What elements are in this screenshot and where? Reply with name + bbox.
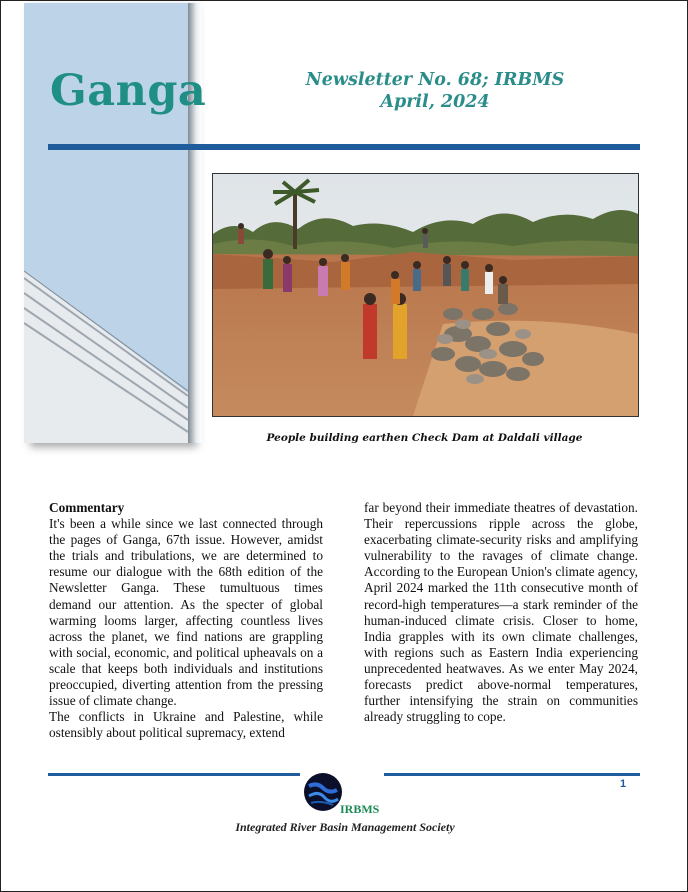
newsletter-issue: Newsletter No. 68; IRBMS	[305, 70, 565, 90]
commentary-paragraph: far beyond their immediate theatres of devastation. Their repercussions ripple across the globe, exacerbating climate-security risks and amplifying vulnerability to the ravages of climate change. According to the European Union's climate agency, April 2024 marked the 11th consecutive month of record-high temperatures—a stark reminder of the human-induced climate crisis. Closer to home, India grapples with its own climate challenges, with regions such as Eastern India experiencing unprecedented heatwaves. As we enter May 2024, forecasts predict above-normal temperatures, further intensifying the strain on communities already struggling to cope.	[364, 500, 638, 725]
page-number: 1	[620, 778, 627, 790]
logo-text: IRBMS	[340, 802, 380, 816]
check-dam-photo	[212, 173, 639, 417]
commentary-heading: Commentary	[49, 500, 125, 515]
newsletter-title: Ganga	[50, 66, 207, 116]
header-rule	[48, 144, 640, 150]
commentary-right-column	[364, 500, 638, 725]
commentary-paragraph: It's been a while since we last connected through the pages of Ganga, 67th issue. However, amidst the trials and tribulations, we are determined to resume our dialogue with the 68th edition of the Newsletter Ganga. These tumultuous times demand our attention. As the specter of global warming looms larger, affecting countless lives across the planet, we find nations are grappling with social, economic, and political upheavals on a scale that keeps both individuals and institutions preoccupied, diverting attention from the pressing issue of climate change.	[49, 516, 323, 709]
footer-rule-right	[384, 773, 640, 776]
newsletter-date: April, 2024	[380, 92, 490, 112]
irbms-logo-icon	[303, 772, 343, 812]
footer-rule-left	[48, 773, 300, 776]
commentary-left-column	[49, 500, 323, 741]
organization-name: Integrated River Basin Management Society	[235, 820, 455, 834]
commentary-paragraph: The conflicts in Ukraine and Palestine, while ostensibly about political supremacy, extend	[49, 709, 323, 741]
photo-caption: People building earthen Check Dam at Daldali village	[266, 432, 583, 444]
